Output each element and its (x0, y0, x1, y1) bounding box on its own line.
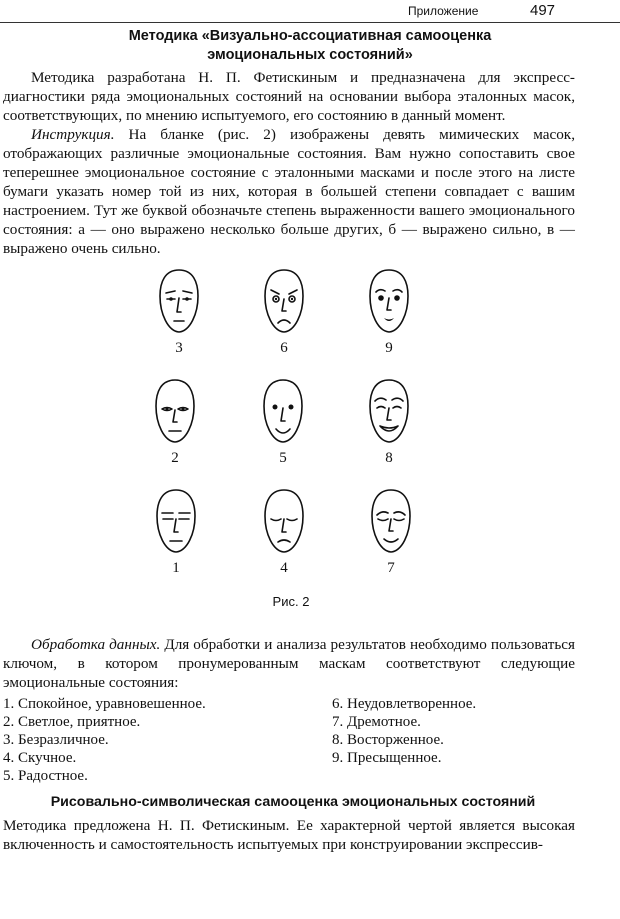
mask-face-8 (366, 378, 412, 444)
closing-paragraph: Методика предложена Н. П. Фетискиным. Ее характерной чертой является высокая включенность и самостоятельность испытуемых при конструировании экспрессив- (3, 817, 575, 853)
method-title-line1: Методика «Визуально-ассоциативная самооценка (128, 28, 492, 44)
mask-face-2 (152, 378, 198, 444)
instruction-paragraph (3, 125, 575, 258)
mask-number-1: 1 (172, 560, 180, 576)
running-header (0, 2, 620, 22)
list-item: 2. Светлое, приятное. (3, 714, 141, 730)
mask-face-5 (260, 378, 306, 444)
method-title (0, 27, 620, 65)
instruction-text: На бланке (рис. 2) изображены девять мимических масок, отображающих различные эмоциональные состояния. Вам нужно сопоставить свое теперешнее эмоциональное состояние с эталонными масками и после этого на листе бумаги указать номер той из них, которая в большей степени совпадает с вашим настроением. Тут же буквой обозначьте степень выраженности вашего эмоционального состояния: а — оно выражено несколько больше других, б — выражено сильно, в — выражено очень сильно. (3, 126, 575, 257)
list-item: 5. Радостное. (3, 768, 88, 784)
list-item: 9. Пресыщенное. (332, 750, 442, 766)
mask-face-3 (156, 268, 202, 334)
mask-number-8: 8 (385, 450, 393, 466)
list-item: 7. Дремотное. (332, 714, 421, 730)
mask-face-7 (368, 488, 414, 554)
mask-number-6: 6 (280, 340, 288, 356)
mask-face-6 (261, 268, 307, 334)
processing-text: Для обработки и анализа результатов необходимо пользоваться ключом, в котором пронумерованным маскам соответствуют следующие эмоциональные состояния: (3, 636, 575, 691)
page-number: 497 (530, 2, 556, 19)
list-item: 1. Спокойное, уравновешенное. (3, 696, 206, 712)
instruction-lead: Инструкция. (31, 126, 115, 143)
method-title-line2: эмоциональных состояний» (207, 47, 413, 63)
list-item: 6. Неудовлетворенное. (332, 696, 477, 712)
mask-number-5: 5 (279, 450, 287, 466)
mask-number-4: 4 (280, 560, 288, 576)
mask-number-2: 2 (171, 450, 179, 466)
section-subheading: Рисовально-символическая самооценка эмоциональных состояний (50, 794, 536, 810)
processing-lead: Обработка данных. (31, 636, 161, 653)
mask-face-9 (366, 268, 412, 334)
list-item: 8. Восторженное. (332, 732, 444, 748)
figure-caption: Рис. 2 (272, 594, 310, 609)
section-name: Приложение (408, 4, 479, 18)
processing-paragraph (3, 635, 575, 692)
mask-number-3: 3 (175, 340, 183, 356)
states-left-column (3, 695, 206, 785)
list-item: 4. Скучное. (3, 750, 77, 766)
header-rule (0, 22, 620, 23)
mask-face-1 (153, 488, 199, 554)
mask-face-4 (261, 488, 307, 554)
list-item: 3. Безразличное. (3, 732, 109, 748)
states-right-column (332, 695, 476, 767)
mask-number-9: 9 (385, 340, 393, 356)
intro-paragraph: Методика разработана Н. П. Фетискиным и предназначена для экспресс-диагностики ряда эмоциональных состояний на основании выбора эталонных масок, соответствующих, по мнению испытуемого, его состоянию в данный момент. (3, 69, 575, 124)
figure-masks (0, 258, 620, 618)
mask-number-7: 7 (387, 560, 395, 576)
